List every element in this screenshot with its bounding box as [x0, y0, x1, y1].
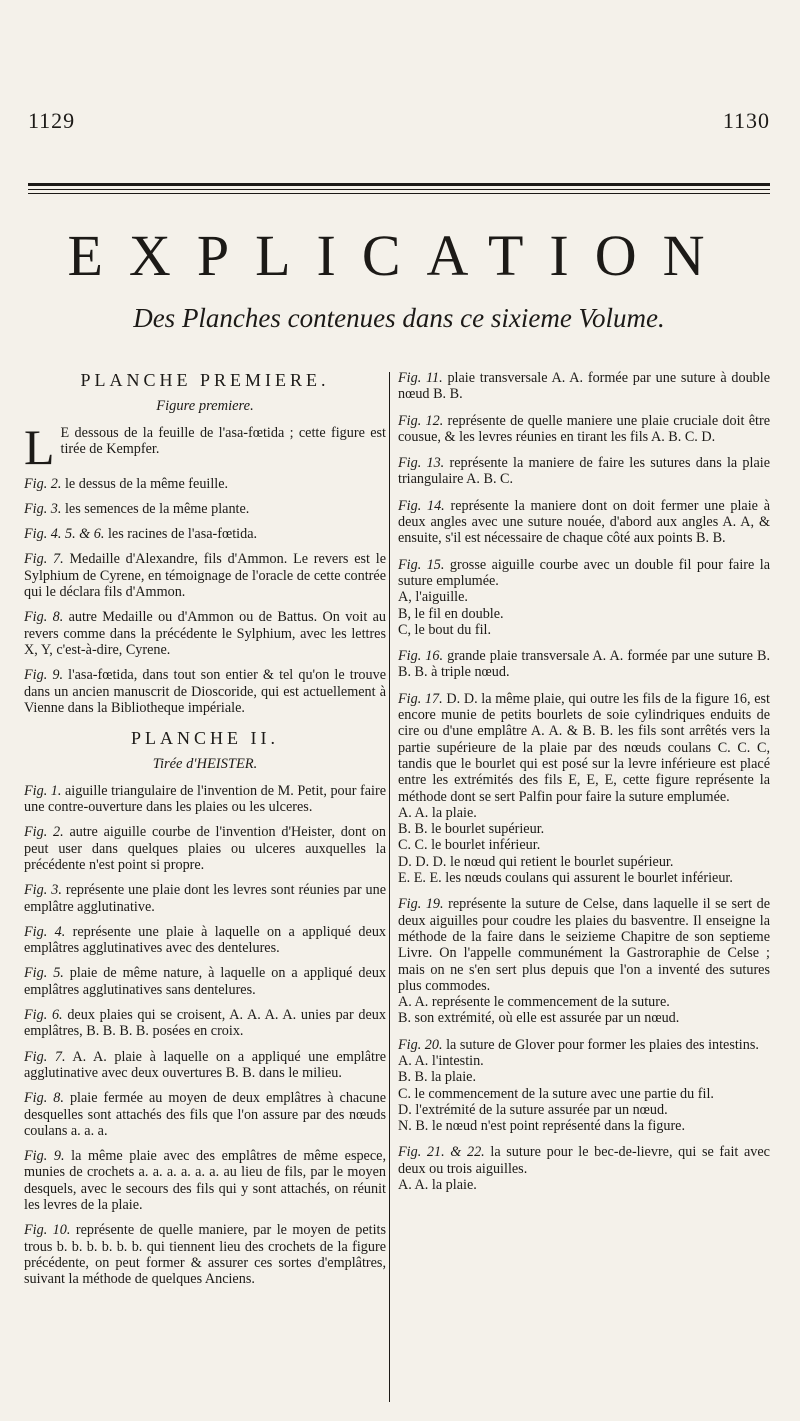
header-rule-thin: [28, 189, 770, 190]
figure-text: représente la maniere dont on doit fermer une plaie à deux angles avec une suture nouée, d'abord aux angles A. A, & ensuite, s'il est nécessaire de chaque côté aux points B. B.: [398, 497, 771, 547]
figure-sub-item: A. A. la plaie.: [398, 804, 477, 821]
figure-entry: [24, 526, 386, 542]
figure-text: aiguille triangulaire de l'invention de M. Petit, pour faire une contre-ouverture dans les plaies ou les ulceres.: [24, 782, 386, 816]
figure-text: autre Medaille ou d'Ammon ou de Battus. On voit au revers comme dans la précédente le Sylphium, avec les lettres X, Y, c'est-à-dire, Cyrene.: [24, 609, 387, 658]
figure-text: plaie fermée au moyen de deux emplâtres à chacune desquelles sont attachés des fils que l'on assure par des nœuds coulans a. a. a.: [24, 1090, 386, 1139]
figure-sub-item: B, le fil en double.: [398, 605, 504, 622]
figure-entry: [24, 924, 386, 957]
page-number-left: 1129: [28, 108, 76, 133]
figure-text: représente de quelle maniere une plaie cruciale doit être cousue, & les levres réunies en tirant les fils A. B. C. D.: [398, 412, 771, 445]
figure-entry: [24, 551, 386, 600]
figure-text: l'asa-fœtida, dans tout son entier & tel qu'on le trouve dans un ancien manuscrit de Dioscoride, qui est actuellement à Vienne dans la Bibliotheque impériale.: [24, 667, 387, 716]
figure-entry: [24, 1090, 386, 1139]
figure-entry: [398, 413, 770, 446]
figure-label: Fig. 2.: [24, 475, 62, 492]
figure-label: Fig. 17.: [398, 690, 443, 707]
figure-entry: [24, 965, 386, 998]
planche-2-entries: [24, 783, 386, 1288]
drop-cap: L: [24, 418, 55, 475]
figure-text: la suture de Glover pour former les plaies des intestins.: [442, 1036, 759, 1053]
column-divider: [389, 372, 390, 1402]
figure-text: deux plaies qui se croisent, A. A. A. A. unies par deux emplâtres, B. B. B. B. posées en croix.: [24, 1007, 386, 1040]
figure-label: Fig. 8.: [24, 1090, 64, 1107]
page-number-right: 1130: [722, 108, 770, 133]
figure-text: représente une plaie à laquelle on a appliqué deux emplâtres agglutinatives avec des dentelures.: [24, 923, 387, 957]
figure-label: Fig. 13.: [398, 455, 445, 472]
header-rule-thin-2: [28, 193, 770, 194]
figure-entry: [24, 667, 386, 716]
figure-label: Fig. 11.: [398, 370, 443, 386]
figure-entry: [24, 824, 386, 873]
figure-label: Fig. 5.: [24, 965, 64, 982]
figure-sub-item: C, le bout du fil.: [398, 621, 492, 638]
figure-entry: [24, 501, 386, 517]
figure-label: Fig. 4.: [24, 923, 66, 940]
figure-sub-item: A. A. représente le commencement de la suture.: [398, 994, 670, 1011]
figure-text: les racines de l'asa-fœtida.: [104, 526, 258, 543]
figure-label: Fig. 3.: [24, 500, 62, 517]
figure-label: Fig. 20.: [398, 1036, 443, 1053]
first-entry-text: E dessous de la feuille de l'asa-fœtida ; cette figure est tirée de Kempfer.: [60, 424, 386, 457]
planche-subheading-1: Figure premiere.: [156, 398, 254, 415]
figure-entry: [398, 455, 770, 488]
figure-entry: [398, 498, 770, 547]
page-subtitle: Des Planches contenues dans ce sixieme Volume.: [133, 303, 665, 333]
figure-sub-item: B. B. la plaie.: [398, 1069, 477, 1086]
figure-label: Fig. 2.: [24, 824, 64, 841]
figure-sub-item: C. le commencement de la suture avec une partie du fil.: [398, 1085, 714, 1102]
figure-entry: [24, 882, 386, 915]
figure-sub-item: A. A. l'intestin.: [398, 1052, 484, 1069]
figure-sub-item: E. E. E. les nœuds coulans qui assurent le bourlet inférieur.: [398, 870, 733, 887]
figure-entry: [398, 1037, 770, 1135]
first-entry: [24, 418, 386, 475]
figure-sub-item: D. l'extrémité de la suture assurée par un nœud.: [398, 1101, 668, 1118]
figure-label: Fig. 9.: [24, 667, 64, 684]
figure-sub-item: D. D. D. le nœud qui retient le bourlet supérieur.: [398, 853, 674, 870]
figure-sub-item: A, l'aiguille.: [398, 589, 468, 606]
figure-entry: [398, 557, 770, 638]
figure-label: Fig. 7.: [24, 1048, 66, 1065]
figure-entry: [398, 691, 770, 887]
planche-heading-1: PLANCHE PREMIERE.: [80, 370, 330, 390]
figure-label: Fig. 21. & 22.: [398, 1144, 485, 1161]
figure-text: grosse aiguille courbe avec un double fil pour faire la suture emplumée.: [398, 556, 770, 589]
figure-text: A. A. plaie à laquelle on a appliqué une emplâtre agglutinative avec deux ouvertures B. B. dans le milieu.: [24, 1048, 386, 1081]
planche-heading-2: PLANCHE II.: [131, 728, 279, 749]
right-column-entries: [398, 370, 770, 1193]
planche-1-entries: [24, 476, 386, 717]
page-title: EXPLICATION: [67, 223, 731, 288]
figure-entry: [398, 648, 770, 681]
figure-label: Fig. 12.: [398, 412, 444, 429]
figure-text: le dessus de la même feuille.: [61, 475, 229, 492]
figure-label: Fig. 19.: [398, 896, 444, 913]
figure-text: autre aiguille courbe de l'invention d'Heister, dont on peut user dans quelques plaies ou ulceres auxquelles la précédente n'est point si propre.: [24, 824, 386, 873]
figure-label: Fig. 10.: [24, 1222, 71, 1239]
right-column: [398, 370, 770, 1203]
figure-entry: [24, 1222, 386, 1287]
figure-label: Fig. 16.: [398, 648, 444, 665]
planche-subheading-2: Tirée d'HEISTER.: [152, 756, 258, 773]
figure-text: représente la maniere de faire les sutures dans la plaie triangulaire A. B. C.: [398, 455, 771, 488]
figure-entry: [24, 783, 386, 816]
figure-entry: [24, 609, 386, 658]
figure-entry: [398, 896, 770, 1026]
figure-label: Fig. 6.: [24, 1007, 63, 1024]
figure-sub-item: N. B. le nœud n'est point représenté dans la figure.: [398, 1118, 686, 1135]
figure-label: Fig. 3.: [24, 882, 62, 899]
figure-sub-item: A. A. la plaie.: [398, 1177, 477, 1194]
figure-entry: [24, 1148, 386, 1213]
figure-text: représente une plaie dont les levres sont réunies par une emplâtre agglutinative.: [24, 882, 386, 915]
figure-sub-item: B. B. le bourlet supérieur.: [398, 821, 545, 838]
figure-entry: [24, 1049, 386, 1082]
figure-sub-item: B. son extrémité, où elle est assurée par un nœud.: [398, 1010, 680, 1027]
figure-text: plaie transversale A. A. formée par une suture à double nœud B. B.: [398, 370, 770, 403]
figure-text: la même plaie avec des emplâtres de même espece, munies de crochets a. a. a. a. a. a. au lieu de fils, par le moyen desquels, avec le secours des fils qui y sont attachés, on réunit les levres de la plaie.: [24, 1148, 386, 1213]
figure-label: Fig. 9.: [24, 1148, 65, 1165]
figure-text: représente la suture de Celse, dans laquelle il se sert de deux aiguilles pour coudre les plaies du basventre. Il enseigne la méthode de la faire dans le seizieme Chapitre de son septieme Livre. On l'appelle communément la Gastroraphie de Celse ; mais on ne s'en sert plus depuis que l'on a inventé des sutures plus commodes.: [398, 896, 770, 994]
figure-text: grande plaie transversale A. A. formée par une suture B. B. B. à triple nœud.: [398, 648, 770, 681]
left-column: [24, 370, 386, 1296]
figure-text: Medaille d'Alexandre, fils d'Ammon. Le revers est le Sylphium de Cyrene, en témoignage de l'oracle de cette contrée qui le déclara fils d'Ammon.: [24, 551, 386, 601]
figure-label: Fig. 4. 5. & 6.: [24, 526, 105, 543]
figure-text: représente de quelle maniere, par le moyen de petits trous b. b. b. b. b. b. qui tiennent lieu des crochets de la figure précédente, on peut former & assurer ces sortes d'emplâtres, suivant la méthode de quelques Anciens.: [24, 1222, 386, 1288]
figure-text: les semences de la même plante.: [61, 500, 250, 517]
figure-label: Fig. 1.: [24, 782, 62, 799]
figure-text: D. D. la même plaie, qui outre les fils de la figure 16, est encore munie de petits bourlets de soie cylindriques enduits de cire ou d'une emplâtre A. A. & B. B. les fils sont arrêtés vers la partie supérieure de la plaie par des nœuds coulans C. C. C, tandis que le bourlet qui est posé sur la levre inférieure est placé entre les extrémités des fils E, E, E, cette figure représente la méthode dont se sert Palfin pour faire la suture emplumée.: [398, 690, 771, 805]
figure-text: la suture pour le bec-de-lievre, qui se fait avec deux ou trois aiguilles.: [398, 1144, 770, 1177]
figure-entry: [398, 370, 770, 403]
figure-entry: [24, 1007, 386, 1040]
figure-text: plaie de même nature, à laquelle on a appliqué deux emplâtres agglutinatives sans dentelures.: [24, 965, 387, 998]
figure-entry: [398, 1144, 770, 1193]
figure-label: Fig. 14.: [398, 497, 445, 514]
header-rule-thick: [28, 183, 770, 186]
figure-label: Fig. 15.: [398, 556, 445, 573]
figure-label: Fig. 8.: [24, 609, 64, 626]
figure-entry: [24, 476, 386, 492]
figure-label: Fig. 7.: [24, 551, 64, 568]
figure-sub-item: C. C. le bourlet inférieur.: [398, 837, 541, 854]
